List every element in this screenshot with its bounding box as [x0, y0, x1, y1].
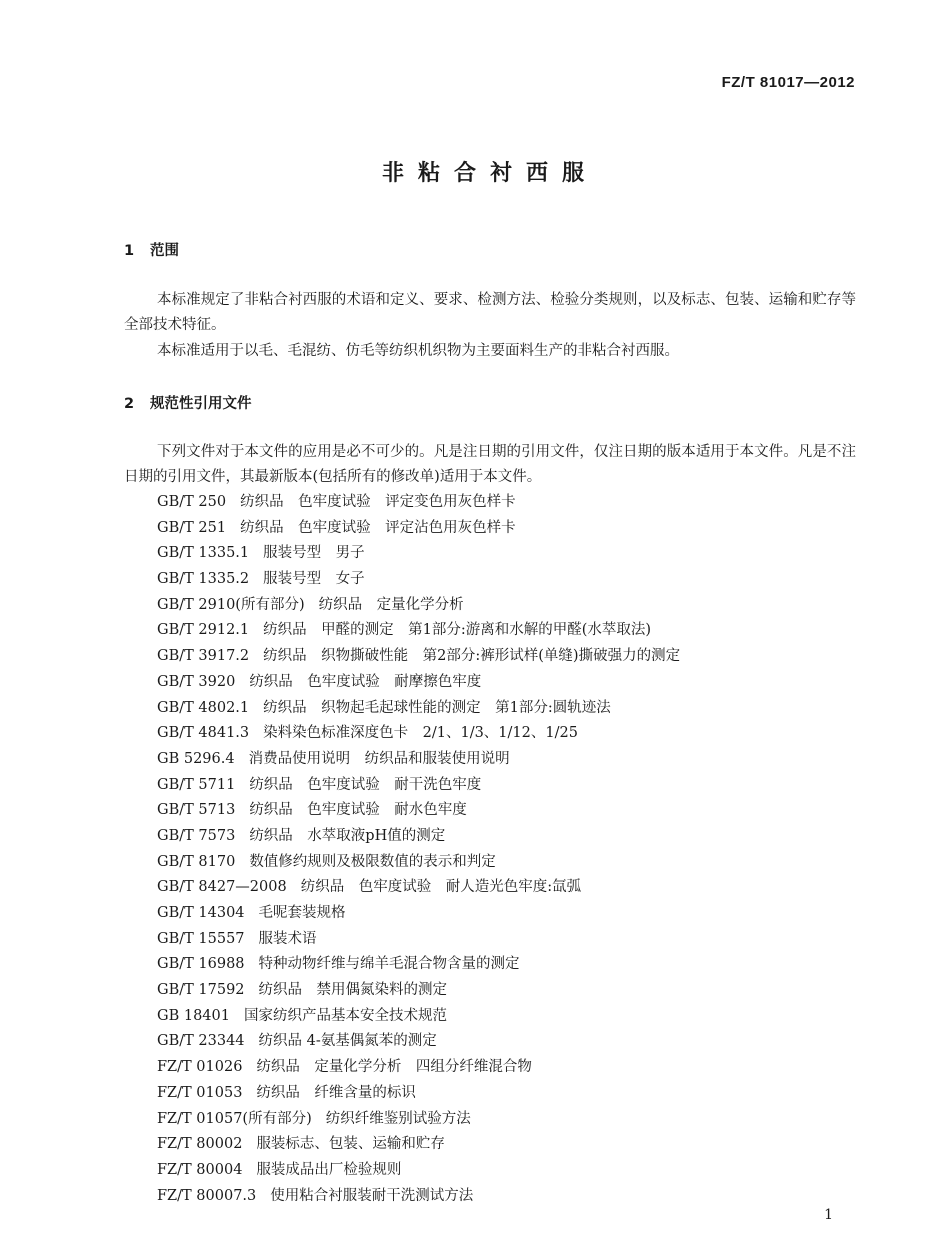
reference-code: GB/T 8427—2008 [157, 879, 287, 896]
document-title: 非粘合衬西服 [381, 161, 598, 186]
scope-paragraph-2: 本标准适用于以毛、毛混纺、仿毛等纺织机织物为主要面料生产的非粘合衬西服。 [157, 343, 679, 359]
reference-item [157, 490, 680, 516]
reference-item [157, 850, 680, 876]
reference-item [157, 901, 680, 927]
reference-title: 服装号型 男子 [263, 545, 365, 562]
reference-title: 纺织品 定量化学分析 四组分纤维混合物 [256, 1059, 532, 1076]
section-title: 规范性引用文件 [150, 396, 252, 412]
reference-code: GB/T 5711 [157, 776, 236, 793]
reference-code: GB/T 5713 [157, 802, 236, 819]
reference-code: GB/T 23344 [157, 1033, 245, 1050]
reference-code: FZ/T 01053 [157, 1084, 243, 1101]
reference-item [157, 721, 680, 747]
reference-title: 纺织品 禁用偶氮染料的测定 [258, 982, 448, 999]
reference-title: 服装术语 [258, 930, 317, 947]
reference-title: 纺织品 甲醛的测定 第1部分:游离和水解的甲醛(水萃取法) [263, 622, 652, 639]
reference-code: GB/T 4802.1 [157, 699, 250, 716]
reference-code: GB/T 2910(所有部分) [157, 596, 305, 613]
reference-code: FZ/T 01026 [157, 1059, 243, 1076]
reference-code: FZ/T 80004 [157, 1161, 243, 1178]
reference-item [157, 670, 680, 696]
reference-code: FZ/T 80007.3 [157, 1187, 257, 1204]
reference-title: 毛呢套装规格 [258, 905, 346, 921]
reference-title: 纺织品 纤维含量的标识 [256, 1084, 416, 1101]
reference-code: GB/T 1335.2 [157, 571, 250, 588]
standard-code: FZ/T 81017—2012 [721, 74, 855, 91]
reference-item [157, 541, 680, 567]
reference-title: 纺织品 色牢度试验 耐摩擦色牢度 [249, 673, 482, 690]
reference-title: 特种动物纤维与绵羊毛混合物含量的测定 [258, 956, 520, 973]
reference-title: 染料染色标准深度色卡 2/1、1/3、1/12、1/25 [263, 725, 578, 742]
reference-item [157, 798, 680, 824]
reference-title: 纺织品 色牢度试验 耐水色牢度 [249, 802, 467, 819]
scope-paragraph-1: 本标准规定了非粘合衬西服的术语和定义、要求、检测方法、检验分类规则，以及标志、包装、运输和贮存等全部技术特征。 [124, 292, 856, 333]
reference-title: 服装号型 女子 [263, 571, 365, 588]
reference-code: GB/T 1335.1 [157, 545, 250, 562]
reference-code: GB/T 16988 [157, 956, 245, 973]
reference-title: 纺织品 定量化学分析 [318, 596, 464, 613]
reference-code: GB/T 15557 [157, 930, 245, 947]
reference-title: 数值修约规则及极限数值的表示和判定 [249, 853, 496, 870]
reference-code: GB/T 2912.1 [157, 622, 250, 639]
reference-item [157, 747, 680, 773]
references-intro-paragraph: 下列文件对于本文件的应用是必不可少的。凡是注日期的引用文件，仅注日期的版本适用于本文件。凡是不注日期的引用文件，其最新版本(包括所有的修改单)适用于本文件。 [124, 444, 856, 485]
reference-title: 纺织品 色牢度试验 评定沾色用灰色样卡 [240, 519, 516, 536]
reference-title: 消费品使用说明 纺织品和服装使用说明 [248, 750, 510, 767]
reference-code: GB 18401 [157, 1007, 230, 1024]
reference-item [157, 1055, 680, 1081]
reference-item [157, 644, 680, 670]
reference-title: 使用粘合衬服装耐干洗测试方法 [270, 1187, 474, 1204]
reference-title: 服装标志、包装、运输和贮存 [256, 1136, 445, 1153]
reference-item [157, 773, 680, 799]
reference-title: 纺织品 色牢度试验 耐人造光色牢度:氙弧 [300, 879, 582, 896]
reference-item [157, 927, 680, 953]
reference-code: FZ/T 80002 [157, 1136, 243, 1153]
reference-item [157, 1029, 680, 1055]
reference-title: 纺织品 4-氨基偶氮苯的测定 [258, 1033, 437, 1050]
reference-item [157, 952, 680, 978]
reference-item [157, 618, 680, 644]
reference-list [157, 490, 680, 1209]
reference-item [157, 978, 680, 1004]
reference-item [157, 1132, 680, 1158]
reference-title: 国家纺织产品基本安全技术规范 [243, 1007, 447, 1024]
reference-code: GB/T 3920 [157, 673, 236, 690]
reference-item [157, 516, 680, 542]
reference-title: 纺织纤维鉴别试验方法 [325, 1110, 471, 1127]
reference-item [157, 567, 680, 593]
section-title: 范围 [150, 243, 179, 259]
reference-title: 服装成品出厂检验规则 [256, 1161, 402, 1178]
reference-item [157, 1004, 680, 1030]
reference-code: GB/T 251 [157, 519, 227, 536]
reference-title: 纺织品 织物起毛起球性能的测定 第1部分:圆轨迹法 [263, 699, 611, 716]
reference-code: FZ/T 01057(所有部分) [157, 1110, 312, 1127]
reference-title: 纺织品 色牢度试验 评定变色用灰色样卡 [240, 494, 516, 510]
reference-code: GB/T 14304 [157, 905, 245, 921]
reference-item [157, 1107, 680, 1133]
section-heading-scope [124, 239, 179, 260]
reference-item [157, 696, 680, 722]
page-number: 1 [824, 1207, 833, 1223]
reference-code: GB/T 8170 [157, 853, 236, 870]
reference-item [157, 875, 680, 901]
reference-title: 纺织品 色牢度试验 耐干洗色牢度 [249, 776, 482, 793]
section-number: 1 [124, 243, 135, 259]
reference-item [157, 1184, 680, 1210]
section-heading-normative-references [124, 392, 252, 413]
reference-item [157, 593, 680, 619]
reference-title: 纺织品 水萃取液pH值的测定 [249, 827, 446, 844]
reference-item [157, 824, 680, 850]
reference-item [157, 1081, 680, 1107]
reference-code: GB/T 7573 [157, 827, 236, 844]
reference-code: GB/T 17592 [157, 982, 245, 999]
reference-title: 纺织品 织物撕破性能 第2部分:裤形试样(单缝)撕破强力的测定 [263, 648, 681, 665]
reference-code: GB/T 250 [157, 494, 227, 510]
reference-item [157, 1158, 680, 1184]
reference-code: GB/T 3917.2 [157, 648, 250, 665]
reference-code: GB 5296.4 [157, 750, 235, 767]
section-number: 2 [124, 396, 135, 412]
reference-code: GB/T 4841.3 [157, 725, 250, 742]
